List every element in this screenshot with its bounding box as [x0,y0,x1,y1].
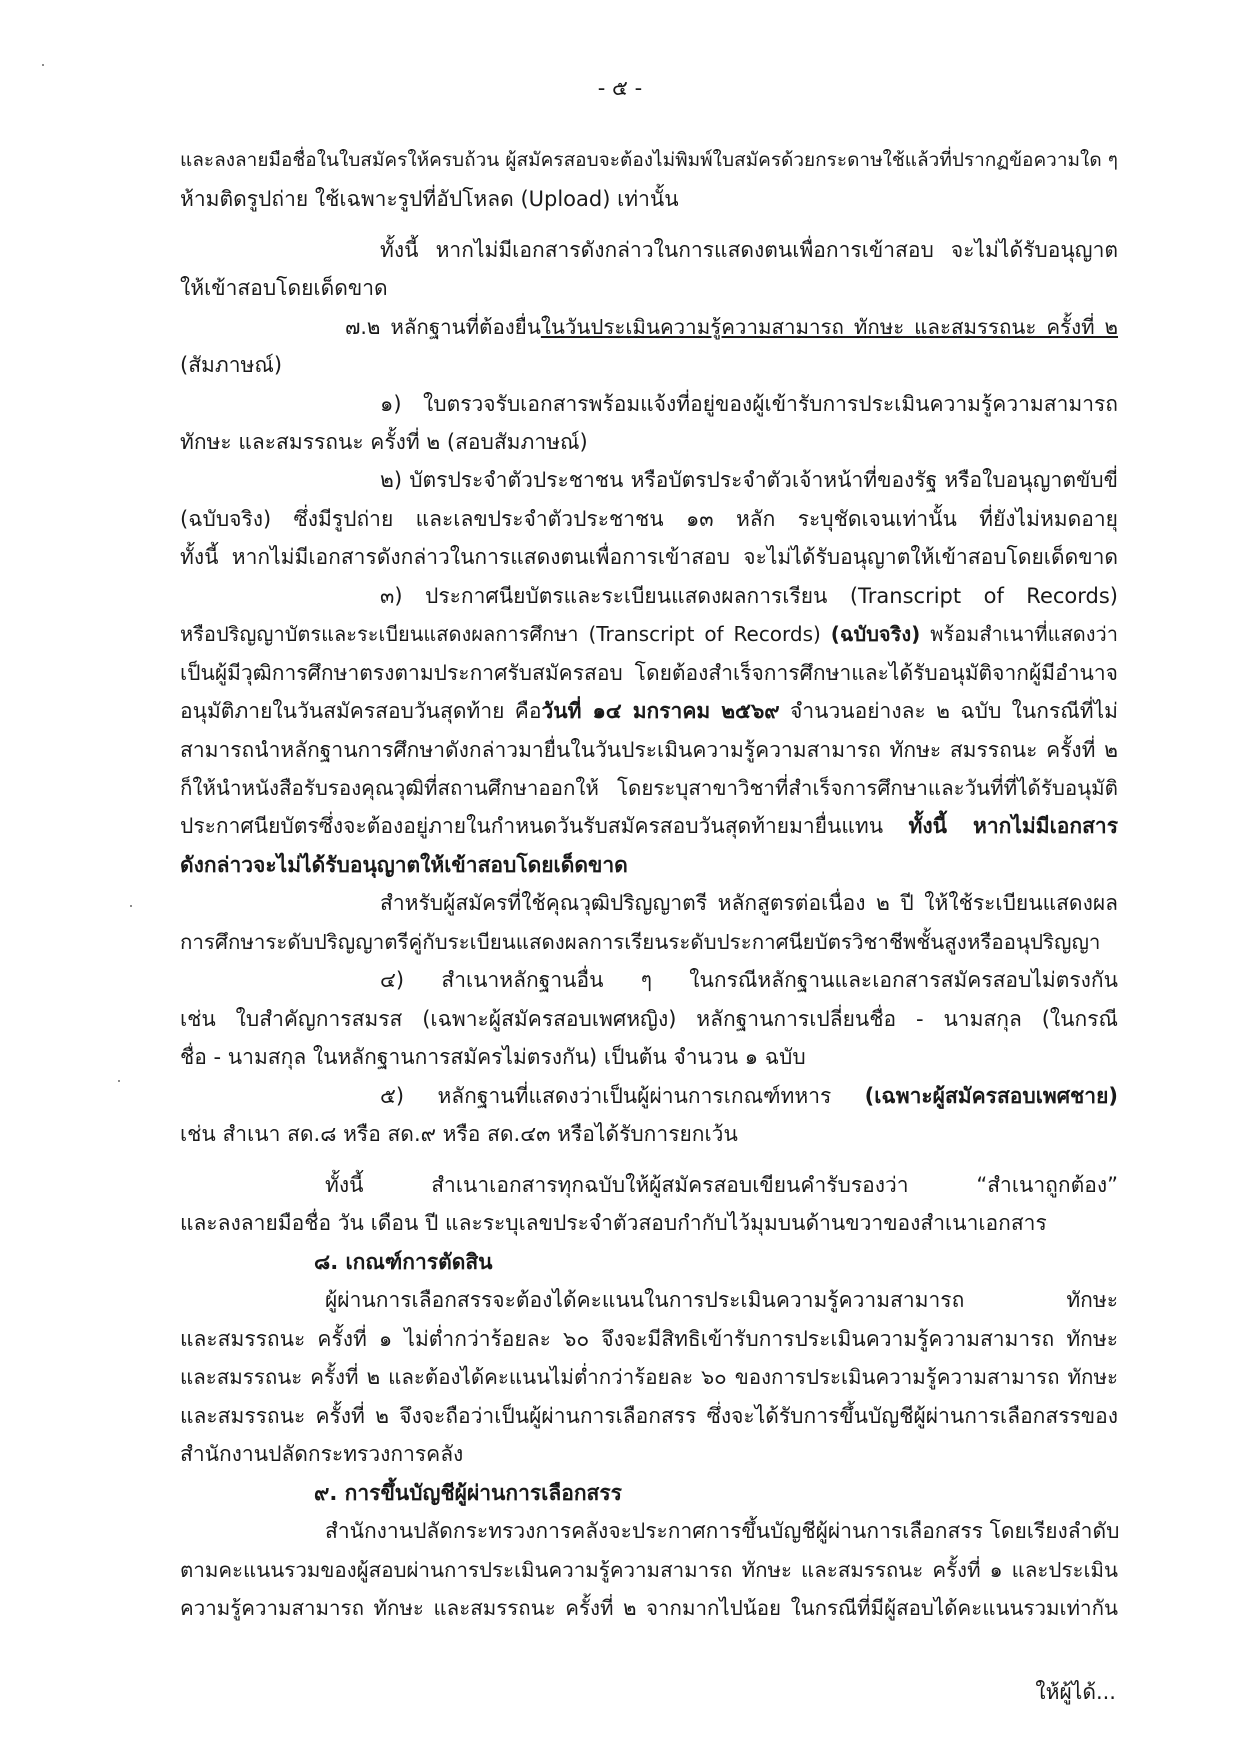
text-run: พร้อมสำเนาที่แสดงว่า [920,622,1118,646]
paragraph-line: เป็นผู้มีวุฒิการศึกษาตรงตามประกาศรับสมัครสอบ โดยต้องสำเร็จการศึกษาและได้รับอนุมัติจากผู้มีอำนาจ [180,661,1118,685]
section-7-2-line [345,309,1118,345]
list-item-1: ๑) ใบตรวจรับเอกสารพร้อมแจ้งที่อยู่ของผู้เข้ารับการประเมินความรู้ความสามารถ [380,392,1118,416]
section-7-2-underlined: ในวันประเมินความรู้ความสามารถ ทักษะ และสมรรถนะ ครั้งที่ ๒ [540,315,1118,339]
paragraph-line [180,808,1118,844]
paragraph-line: และลงลายมือชื่อในใบสมัครให้ครบถ้วน ผู้สมัครสอบจะต้องไม่พิมพ์ใบสมัครด้วยกระดาษใช้แล้วที่ปรากฏข้อความใด ๆ [180,149,1118,171]
scan-speck [42,64,44,66]
scan-speck [118,1080,120,1082]
bold-run: วันที่ ๑๔ มกราคม ๒๕๖๙ [541,699,780,723]
paragraph-line [180,616,1118,652]
list-item-5 [380,1078,1118,1114]
paragraph-line: และสมรรถนะ ครั้งที่ ๒ และต้องได้คะแนนไม่ต่ำกว่าร้อยละ ๖๐ ของการประเมินความรู้ความสามารถ ทักษะ [180,1365,1118,1389]
paragraph-line: การศึกษาระดับปริญญาตรีคู่กับระเบียนแสดงผลการเรียนระดับประกาศนียบัตรวิชาชีพชั้นสูงหรืออนุปริญญา [180,930,1101,954]
paragraph-line: และลงลายมือชื่อ วัน เดือน ปี และระบุเลขประจำตัวสอบกำกับไว้มุมบนด้านขวาของสำเนาเอกสาร [180,1211,1047,1235]
paragraph-line: ความรู้ความสามารถ ทักษะ และสมรรถนะ ครั้งที่ ๒ จากมากไปน้อย ในกรณีที่มีผู้สอบได้คะแนนรวมเท่ากัน [180,1596,1118,1620]
paragraph-line: และสมรรถนะ ครั้งที่ ๒ จึงจะถือว่าเป็นผู้ผ่านการเลือกสรร ซึ่งจะได้รับการขึ้นบัญชีผู้ผ่านการเลือกสรรของ [180,1404,1118,1428]
paragraph-line: ตามคะแนนรวมของผู้สอบผ่านการประเมินความรู้ความสามารถ ทักษะ และสมรรถนะ ครั้งที่ ๑ และประเมิน [180,1558,1118,1582]
page-number: - ๕ - [597,76,643,100]
paragraph-line: เช่น สำเนา สด.๘ หรือ สด.๙ หรือ สด.๔๓ หรือได้รับการยกเว้น [180,1122,738,1146]
paragraph-line: ทักษะ และสมรรถนะ ครั้งที่ ๒ (สอบสัมภาษณ์) [180,430,588,454]
text-run: อนุมัติภายในวันสมัครสอบวันสุดท้าย คือ [180,699,542,723]
paragraph-line: เช่น ใบสำคัญการสมรส (เฉพาะผู้สมัครสอบเพศหญิง) หลักฐานการเปลี่ยนชื่อ - นามสกุล (ในกรณี [180,1007,1118,1031]
section-8-heading: ๘. เกณฑ์การตัดสิน [314,1250,493,1274]
paragraph-line: สำนักงานปลัดกระทรวงการคลัง [180,1442,464,1466]
bold-run: (ฉบับจริง) [830,622,921,646]
continuation-text: ให้ผู้ได้... [1035,1680,1116,1704]
paragraph-line: ทั้งนี้ สำเนาเอกสารทุกฉบับให้ผู้สมัครสอบเขียนคำรับรองว่า “สำเนาถูกต้อง” [325,1173,1118,1197]
paragraph-line: ดังกล่าวจะไม่ได้รับอนุญาตให้เข้าสอบโดยเด็ดขาด [180,853,628,877]
paragraph-line: ชื่อ - นามสกุล ในหลักฐานการสมัครไม่ตรงกัน) เป็นต้น จำนวน ๑ ฉบับ [180,1045,806,1069]
paragraph-line: ก็ให้นำหนังสือรับรองคุณวุฒิที่สถานศึกษาออกให้ โดยระบุสาขาวิชาที่สำเร็จการศึกษาและวันที่ที่ได้รับอนุมัติ [180,776,1118,800]
paragraph-line: ให้เข้าสอบโดยเด็ดขาด [180,276,388,300]
text-run: จำนวนอย่างละ ๒ ฉบับ ในกรณีที่ไม่ [779,699,1118,723]
bold-run: ทั้งนี้ หากไม่มีเอกสาร [908,814,1118,838]
paragraph-line: ผู้ผ่านการเลือกสรรจะต้องได้คะแนนในการประเมินความรู้ความสามารถ ทักษะ [325,1288,1118,1312]
paragraph-line: ห้ามติดรูปถ่าย ใช้เฉพาะรูปที่อัปโหลด (Upload) เท่านั้น [180,187,679,211]
list-item-3: ๓) ประกาศนียบัตรและระเบียนแสดงผลการเรียน (Transcript of Records) [380,584,1118,608]
paragraph-line: ทั้งนี้ หากไม่มีเอกสารดังกล่าวในการแสดงตนเพื่อการเข้าสอบ จะไม่ได้รับอนุญาต [380,238,1118,262]
section-7-2-label: ๗.๒ หลักฐานที่ต้องยื่น [345,315,541,339]
paragraph-line: สำนักงานปลัดกระทรวงการคลังจะประกาศการขึ้นบัญชีผู้ผ่านการเลือกสรร โดยเรียงลำดับ [325,1519,1120,1543]
section-9-heading: ๙. การขึ้นบัญชีผู้ผ่านการเลือกสรร [314,1481,622,1505]
paragraph-line: สามารถนำหลักฐานการศึกษาดังกล่าวมายื่นในวันประเมินความรู้ความสามารถ ทักษะ สมรรถนะ ครั้งที่ ๒ [180,738,1118,762]
list-item-4: ๔) สำเนาหลักฐานอื่น ๆ ในกรณีหลักฐานและเอกสารสมัครสอบไม่ตรงกัน [380,968,1118,992]
paragraph-line: (สัมภาษณ์) [180,353,283,377]
paragraph-line: ทั้งนี้ หากไม่มีเอกสารดังกล่าวในการแสดงตนเพื่อการเข้าสอบ จะไม่ได้รับอนุญาตให้เข้าสอบโดยเด็ดขาด [180,545,1118,569]
paragraph-line [180,693,1118,729]
paragraph-line: (ฉบับจริง) ซึ่งมีรูปถ่าย และเลขประจำตัวประชาชน ๑๓ หลัก ระบุชัดเจนเท่านั้น ที่ยังไม่หมดอายุ [180,507,1118,531]
paragraph-line: และสมรรถนะ ครั้งที่ ๑ ไม่ต่ำกว่าร้อยละ ๖๐ จึงจะมีสิทธิเข้ารับการประเมินความรู้ความสามารถ ทักษะ [180,1327,1118,1351]
text-run: ๕) หลักฐานที่แสดงว่าเป็นผู้ผ่านการเกณฑ์ทหาร [380,1084,865,1108]
scan-speck [130,905,132,907]
paragraph-line: สำหรับผู้สมัครที่ใช้คุณวุฒิปริญญาตรี หลักสูตรต่อเนื่อง ๒ ปี ให้ใช้ระเบียนแสดงผล [380,891,1118,915]
list-item-2: ๒) บัตรประจำตัวประชาชน หรือบัตรประจำตัวเจ้าหน้าที่ของรัฐ หรือใบอนุญาตขับขี่ [380,468,1118,492]
text-run: ประกาศนียบัตรซึ่งจะต้องอยู่ภายในกำหนดวันรับสมัครสอบวันสุดท้ายมายื่นแทน [180,814,909,838]
text-run: หรือปริญญาบัตรและระเบียนแสดงผลการศึกษา (Transcript of Records) [180,622,831,646]
bold-run: (เฉพาะผู้สมัครสอบเพศชาย) [864,1084,1118,1108]
